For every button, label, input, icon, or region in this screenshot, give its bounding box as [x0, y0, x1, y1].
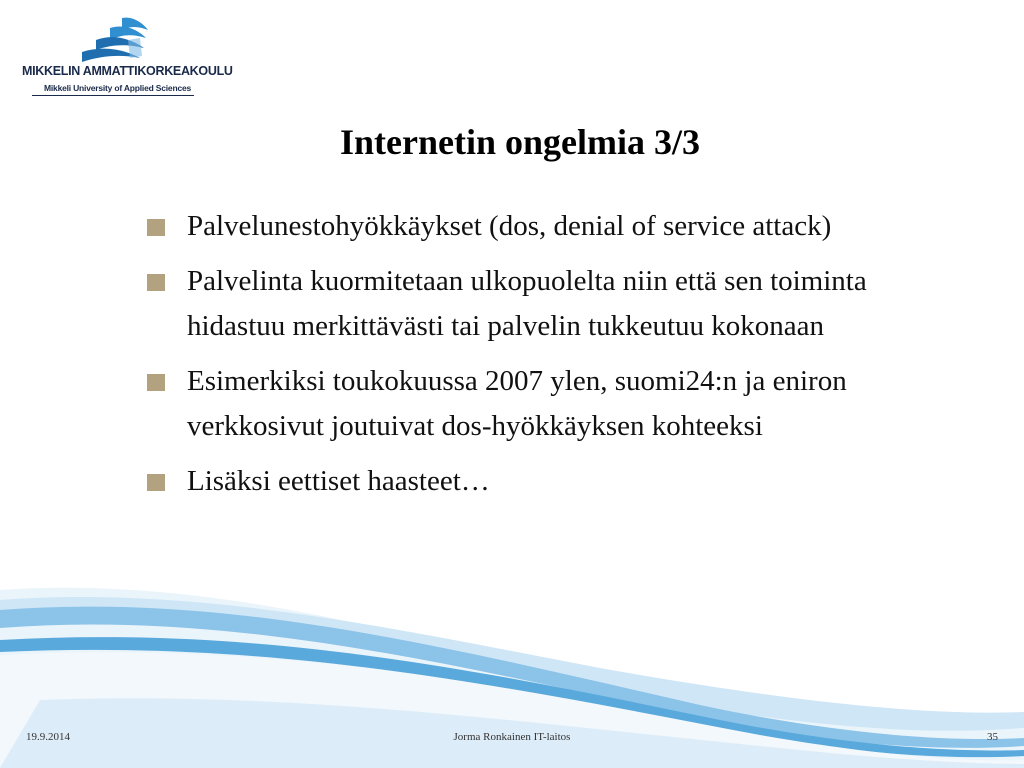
bullet-item — [145, 359, 915, 449]
slide-title: Internetin ongelmia 3/3 — [340, 122, 700, 162]
logo-wave-icon — [76, 16, 156, 64]
university-logo — [18, 14, 233, 102]
bullet-square-icon — [147, 374, 165, 391]
bullet-square-icon — [147, 474, 165, 491]
bullet-text: Esimerkiksi toukokuussa 2007 ylen, suomi24:n ja eniron verkkosivut joutuivat dos-hyökkäyksen kohteeksi — [187, 365, 847, 442]
bullet-item — [145, 459, 915, 504]
bullet-square-icon — [147, 219, 165, 236]
page-number: 35 — [987, 731, 998, 743]
bullet-text: Palvelunestohyökkäykset (dos, denial of service attack) — [187, 210, 832, 242]
bullet-text: Palvelinta kuormitetaan ulkopuolelta niin että sen toiminta hidastuu merkittävästi tai palvelin tukkeutuu kokonaan — [187, 265, 867, 342]
bullet-text: Lisäksi eettiset haasteet… — [187, 465, 490, 497]
logo-name: MIKKELIN AMMATTIKORKEAKOULU — [22, 64, 233, 78]
footer-author: Jorma Ronkainen IT-laitos — [453, 731, 571, 743]
bullet-square-icon — [147, 274, 165, 291]
footer-date: 19.9.2014 — [26, 731, 70, 743]
logo-divider — [32, 95, 194, 96]
bullet-item — [145, 259, 915, 349]
bullet-list — [145, 204, 915, 514]
bullet-item — [145, 204, 915, 249]
logo-subtitle: Mikkeli University of Applied Sciences — [44, 83, 192, 93]
